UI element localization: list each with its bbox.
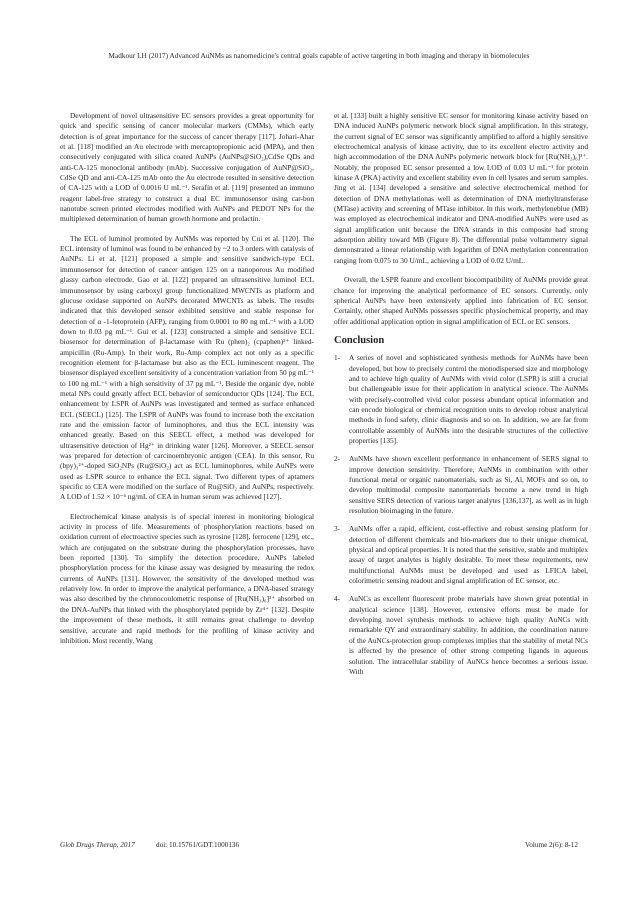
paragraph: Development of novel ultrasensitive EC sensors provides a great opportunity for quick and specific sensing of cancer molecular markers (CMMs), which early detection is of great importance for the success of cancer therapy [117]. Johari-Ahar et al. [118] modified an Au electrode with mercaptopropionic acid (MPA), and then consecutively conjugated with silica coated AuNPs (AuNPs@SiO₂),CdSe QDs and anti-CA-125 monoclonal antibody (mAb). Successive conjugation of AuNP@SiO₂, CdSe QD and anti-CA-125 mAb onto the Au electrode resulted in sensitive detection of CA-125 with a LOD of 0.0016 U mL⁻¹. Serafín et al. [119] presented an immuno reagent label-free strategy to construct a dual EC immunosensor using car-bon nanotube screen printed electrodes modified with AuNPs and PEDOT NPs for the multiplexed determination of human growth hormone and prolactin. [60,111,314,224]
running-header: Madkour LH (2017) Advanced AuNMs as nanomedicine's central goals capable of active targeting in both imaging and therapy in biomolecules [108,52,530,60]
list-item-number: 2- [334,454,341,464]
list-item-text: A series of novel and sophisticated synthesis methods for AuNMs have been developed, but how to precisely control the monodispersed size and morphology and to achieve high quality of AuNMs with vivid color (LSPR) is still a crucial but challengeable issue for their application in analytical science. The AuNMs with precisely-controlled vivid color possess abundant optical information and can encode biological or chemical recognition units to develop robust analytical methods in food safety, clinic diagnosis and so on. In addition, we are far from controllable assembly of AuNMs into the desirable structures of the collective properties [135]. [349,353,588,445]
right-column [334,111,588,685]
list-item-number: 3- [334,524,341,534]
paragraph: Electrochemical kinase analysis is of special interest in monitoring biological activity in process of life. Measurements of phosphorylation reactions based on oxidation current of electroactive species such as tyrosine [128], ferrocene [129], etc., which are conjugated on the substrate during the phosphorylation processes, have been reported [130]. To simplify the detection procedure, AuNPs labeled phosphorylation process for the kinase assay was designed by measuring the redox currents of AuNPs [131]. However, the sensitivity of the developed method was relatively low. In order to improve the analytical performance, a DNA-based strategy was also described by the chronocoulometric response of [Ru(NH₃)₆]³⁺ absorbed on the DNA-AuNPs that linked with the phosphorylated peptide by Zr⁴⁺ [132]. Despite the improvement of these methods, it still remains great challenge to develop sensitive, accurate and rapid methods for the profiling of kinase activity and inhibition. Most recently, Wang [60,511,314,645]
list-item-text: AuNMs offer a rapid, efficient, cost-effective and robust sensing platform for detection of different chemicals and bio-markers due to their unique chemical, physical and optical properties. It is noted that the sensitive, stable and multiplex assay of target analytes is highly desirable. To meet these requirements, new multifunctional AuNMs must be developed and used as LFICA label, colorimetric sensing readout and signal amplification of EC sensor, etc. [349,524,588,586]
list-item-text: AuNMs have shown excellent performance in enhancement of SERS signal to improve detection sensitivity. Therefore, AuNMs in combination with other functional metal or organic nanomaterials, such as Si, Al, MOFs and so on, to develop multimodal composite nanomaterials become a new trend in high sensitive SERS detection of various target analytes [136,137], as well as in high resolution bioimaging in the future. [349,454,588,516]
list-item [334,353,588,446]
section-heading-conclusion: Conclusion [334,334,385,346]
paragraph: Overall, the LSPR feature and excellent biocompatibility of AuNMs provide great chance for improving the analytical performance of EC sensors. Currently, only spherical AuNPs have been extensively applied into fabrication of EC sensor. Certainly, other shaped AuNMs possesses specific physiochemical property, and may offer additional application option in signal amplification of ECL or EC sensors. [334,275,588,326]
list-item-text: AuNCs as excellent fluorescent probe materials have shown great potential in analytical science [138]. However, extensive efforts must be made for developing novel synthesis methods to achieve high quality AuNCs with remarkable QY and extraordinary stability. In addition, the coordination nature of the AuNCs-protection group complexes implies that the stability of metal NCs is affected by the presence of other strong competing ligands in aqueous solution. The intracellular stability of AuNCs hence becomes a serious issue. With [349,594,588,676]
list-item-number: 1- [334,353,341,363]
footer-journal: Glob Drugs Therap, 2017 [60,841,135,849]
list-item [334,594,588,677]
footer-doi: doi: 10.15761/GDT.1000136 [156,841,240,849]
list-item-number: 4- [334,594,341,604]
list-item [334,454,588,516]
footer-volume: Volume 2(6): 8-12 [525,841,578,849]
paragraph: The ECL of luminol promoted by AuNMs was reported by Cui et al. [120]. The ECL intensity of luminol was found to be enhanced by ~2 to 3 orders with catalysis of AuNPs. Li et al. [121] proposed a simple and sensitive sandwich-type ECL immunosensor for detection of cancer antigen 125 on a nanoporous Au modified glassy carbon electrode. Gao et al. [122] prepared an ultrasensitive luminol ECL immunosensor by using carboxyl group functionalized MWCNTs as platform and glucose oxidase supported on AuNPs decorated MWCNTs as labels. The results indicated that this developed sensor exhibited sensitive and stable response for detection of α -1-fetoprotein (AFP), ranging from 0.0001 to 80 ng mL⁻¹ with a LOD down to 0.03 pg mL⁻¹. Gui et al. [123] constructed a simple and sensitive ECL biosensor for determination of β-lactamase with Ru (phen)₂ (cpaphen)²⁺ linked-ampicillin (Ru-Amp). In their work, Ru-Amp complex act not only as a specific recognition element for β-lactamase but also as the ECL luminescent reagent. The biosensor displayed excellent sensitivity of a concentration variation from 50 pg mL⁻¹ to 100 ng mL⁻¹ with a high sensitivity of 37 pg mL⁻¹. Beside the organic dye, noble metal NPs could greatly affect ECL behavior of semiconductor QDs [124]. The ECL enhancement by LSPR of AuNPs was investigated and termed as surface enhanced ECL (SEECL) [125]. The LSPR of AuNPs was found to increase both the excitation rate and the emission factor of luminophores, and thus the ECL intensity was enhanced greatly. Based on this SEECL effect, a method was developed for ultrasensitive detection of Hg²⁺ in drinking water [126]. Moreover, a SEECL sensor was prepared for detection of carcinoembryonic antigen (CEA). In this sensor, Ru (bpy)₃²⁺-doped SiO₂NPs (Ru@SiO₂) act as ECL luminophores, while AuNPs were used as LSPR source to enhance the ECL signal. Two different types of aptamers specific to CEA were modified on the surface of Ru@SiO₂ and AuNPs, respectively. A LOD of 1.52 × 10⁻⁶ ng/mL of CEA in human serum was achieved [127]. [60,233,314,502]
list-item [334,524,588,586]
left-column [60,111,314,655]
paragraph: et al. [133] built a highly sensitive EC sensor for monitoring kinase activity based on DNA induced AuNPs polymeric network block signal amplification. In this strategy, the current signal of EC sensor was significantly amplified to afford a highly sensitive electrochemical analysis of kinase activity, due to its excellent electro activity and high accommodation of the DNA AuNPs polymeric network block for [Ru(NH₃)₆]³⁺. Notably, the proposed EC sensor presented a low LOD of 0.03 U mL⁻¹ for protein kinase A (PKA) activity and excellent stability even in cell lysates and serum samples. Jing et al. [134] developed a sensitive and selective electrochemical method for detection of DNA methylationas well as determination of DNA methyltransferase (MTase) activity and screening of MTase inhibitor. In this work, methyleneblue (MB) was employed as electrochemical indicator and DNA-modified AuNPs were used as signal amplification unit because the DNA strands in this composite had strong adsorption ability toward MB (Figure 8). The differential pulse voltammetry signal demonstrated a linear relationship with logarithm of DNA methylation concentration ranging from 0.075 to 30 U/mL, achieving a LOD of 0.02 U/mL. [334,111,588,265]
